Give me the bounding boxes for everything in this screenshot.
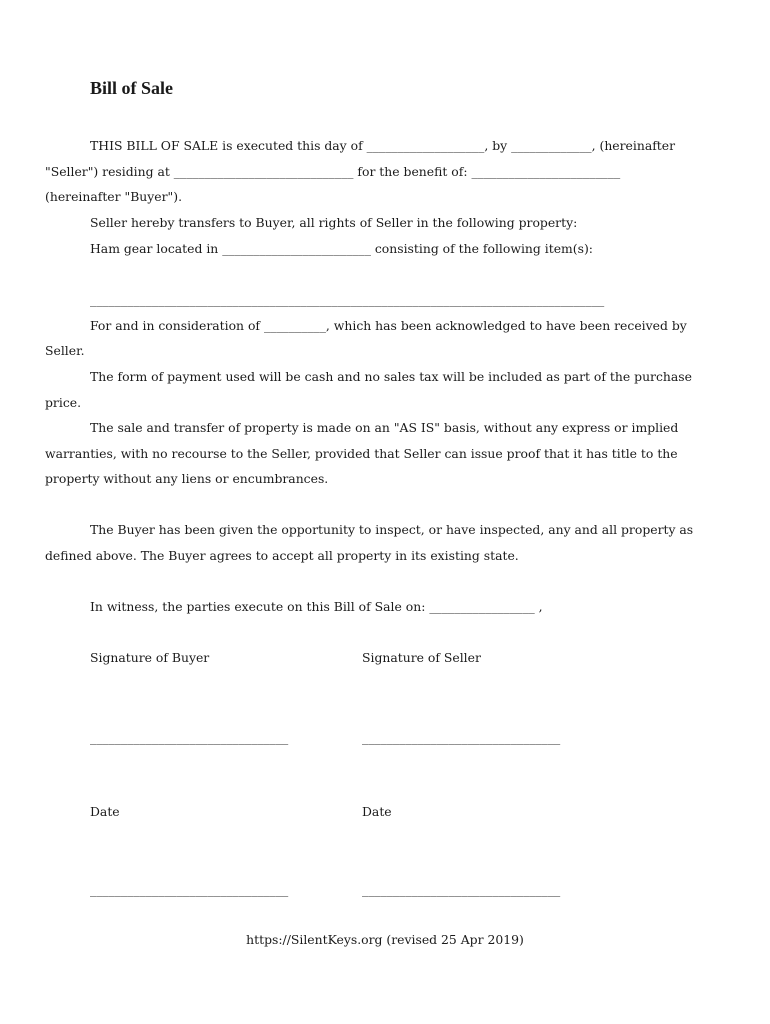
- footer-revision-note: https://SilentKeys.org (revised 25 Apr 2019): [246, 932, 524, 947]
- buyer-date-label: Date: [90, 804, 120, 819]
- items-blank-line: ___________________________________________________________________________________: [90, 292, 605, 307]
- paragraph-line: For and in consideration of __________, which has been acknowledged to have been received by: [90, 318, 687, 333]
- buyer-date-line[interactable]: ________________________________: [90, 882, 289, 897]
- seller-signature-label: Signature of Seller: [362, 650, 481, 665]
- paragraph-line: warranties, with no recourse to the Seller, provided that Seller can issue proof that it has title to the: [45, 446, 678, 461]
- paragraph-line: In witness, the parties execute on this Bill of Sale on: _________________ ,: [90, 599, 543, 614]
- buyer-signature-label: Signature of Buyer: [90, 650, 210, 665]
- buyer-signature-line[interactable]: ________________________________: [90, 730, 289, 745]
- paragraph-line: THIS BILL OF SALE is executed this day of ___________________, by _____________, (hereinafter: [90, 138, 676, 153]
- paragraph-line: The Buyer has been given the opportunity to inspect, or have inspected, any and all property as: [90, 522, 694, 537]
- paragraph-line: price.: [45, 395, 82, 410]
- paragraph-line: The sale and transfer of property is made on an "AS IS" basis, without any express or implied: [90, 420, 679, 435]
- seller-signature-line[interactable]: ________________________________: [362, 730, 561, 745]
- paragraph-line: The form of payment used will be cash and no sales tax will be included as part of the purchase: [90, 369, 692, 384]
- paragraph-line: Seller hereby transfers to Buyer, all rights of Seller in the following property:: [90, 215, 578, 230]
- seller-date-line[interactable]: ________________________________: [362, 882, 561, 897]
- paragraph-line: defined above. The Buyer agrees to accept all property in its existing state.: [45, 548, 519, 563]
- paragraph-line: (hereinafter "Buyer").: [45, 189, 183, 204]
- paragraph-line: property without any liens or encumbrances.: [45, 471, 329, 486]
- paragraph-line: Seller.: [45, 343, 85, 358]
- paragraph-line: Ham gear located in ________________________ consisting of the following item(s):: [90, 241, 593, 256]
- paragraph-line: "Seller") residing at _____________________________ for the benefit of: ________________________: [45, 164, 621, 179]
- document-title: Bill of Sale: [90, 78, 174, 98]
- seller-date-label: Date: [362, 804, 392, 819]
